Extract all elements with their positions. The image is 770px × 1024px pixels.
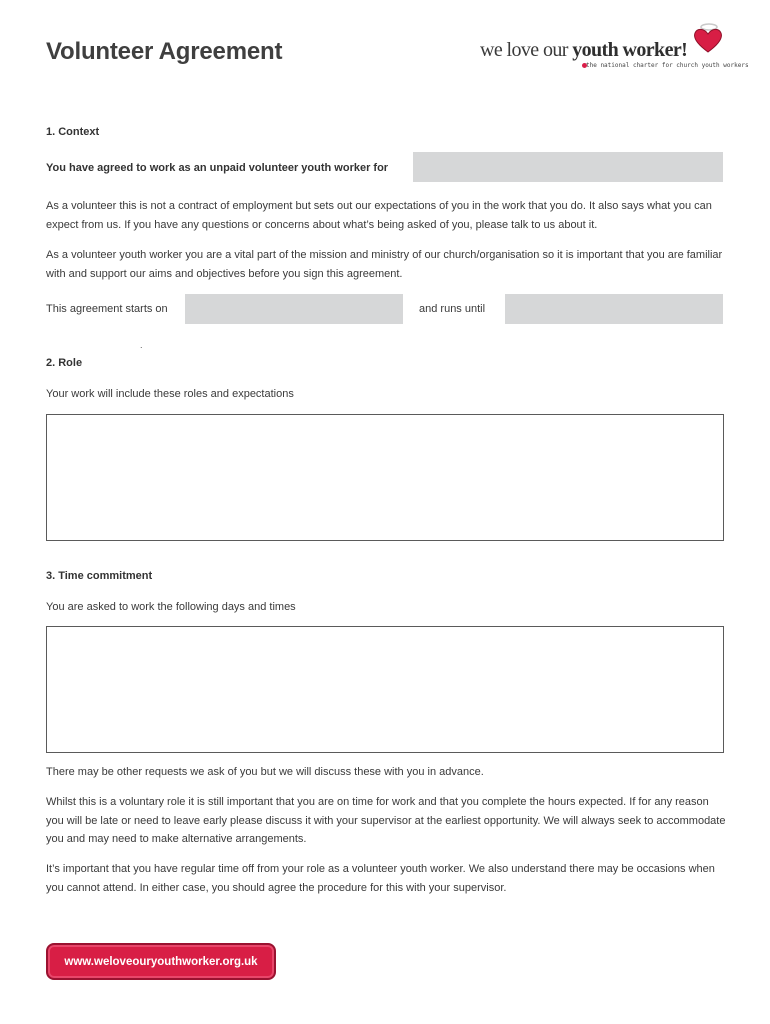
section-2-heading: 2. Role	[46, 357, 83, 369]
agreement-starts-label: This agreement starts on	[46, 303, 168, 315]
context-paragraph-2: As a volunteer youth worker you are a vital part of the mission and ministry of our church/organisation so it is important that you are familiar with and support our aims and objectives before you sign this agreement.	[46, 249, 723, 280]
logo-wordmark	[480, 39, 687, 62]
website-link-button[interactable]: www.weloveouryouthworker.org.uk	[46, 943, 276, 980]
heart-with-halo-icon	[692, 22, 724, 54]
agreed-to-work-label: You have agreed to work as an unpaid volunteer youth worker for	[46, 162, 389, 174]
roles-expectations-textbox[interactable]	[46, 414, 724, 541]
logo-text-bold: youth worker!	[572, 39, 688, 61]
page-title: Volunteer Agreement	[46, 38, 283, 65]
time-paragraph-3: It’s important that you have regular time off from your role as a volunteer youth worker. We also understand there may be occasions when you cannot attend. In either case, you should agree the procedure for this with your supervisor.	[46, 863, 715, 894]
time-paragraph-2: Whilst this is a voluntary role it is still important that you are on time for work and that you complete the hours expected. If for any reason you will be late or need to leave early please discuss it with your supervisor at the earliest opportunity. We will always seek to accommodate you and may need to make alternative arrangements.	[46, 796, 726, 845]
section-3-heading: 3. Time commitment	[46, 570, 153, 582]
logo-tagline: the national charter for church youth workers	[586, 62, 749, 69]
start-date-field[interactable]	[185, 294, 403, 324]
time-prompt: You are asked to work the following days and times	[46, 601, 296, 613]
organisation-name-field[interactable]	[413, 152, 723, 182]
section-1-heading: 1. Context	[46, 126, 100, 138]
context-paragraph-1: As a volunteer this is not a contract of employment but sets out our expectations of you in the work that you do. It also says what you can expect from us. If you have any questions or concerns about what’s being asked of you, please talk to us about it.	[46, 200, 712, 231]
brand-logo	[480, 22, 749, 74]
end-date-field[interactable]	[505, 294, 723, 324]
days-times-textbox[interactable]	[46, 626, 724, 753]
stray-mark: .	[140, 340, 143, 350]
logo-text-light: we love our	[480, 39, 573, 61]
role-prompt: Your work will include these roles and expectations	[46, 388, 294, 400]
time-paragraph-1: There may be other requests we ask of you but we will discuss these with you in advance.	[46, 766, 484, 778]
runs-until-label: and runs until	[419, 303, 486, 315]
